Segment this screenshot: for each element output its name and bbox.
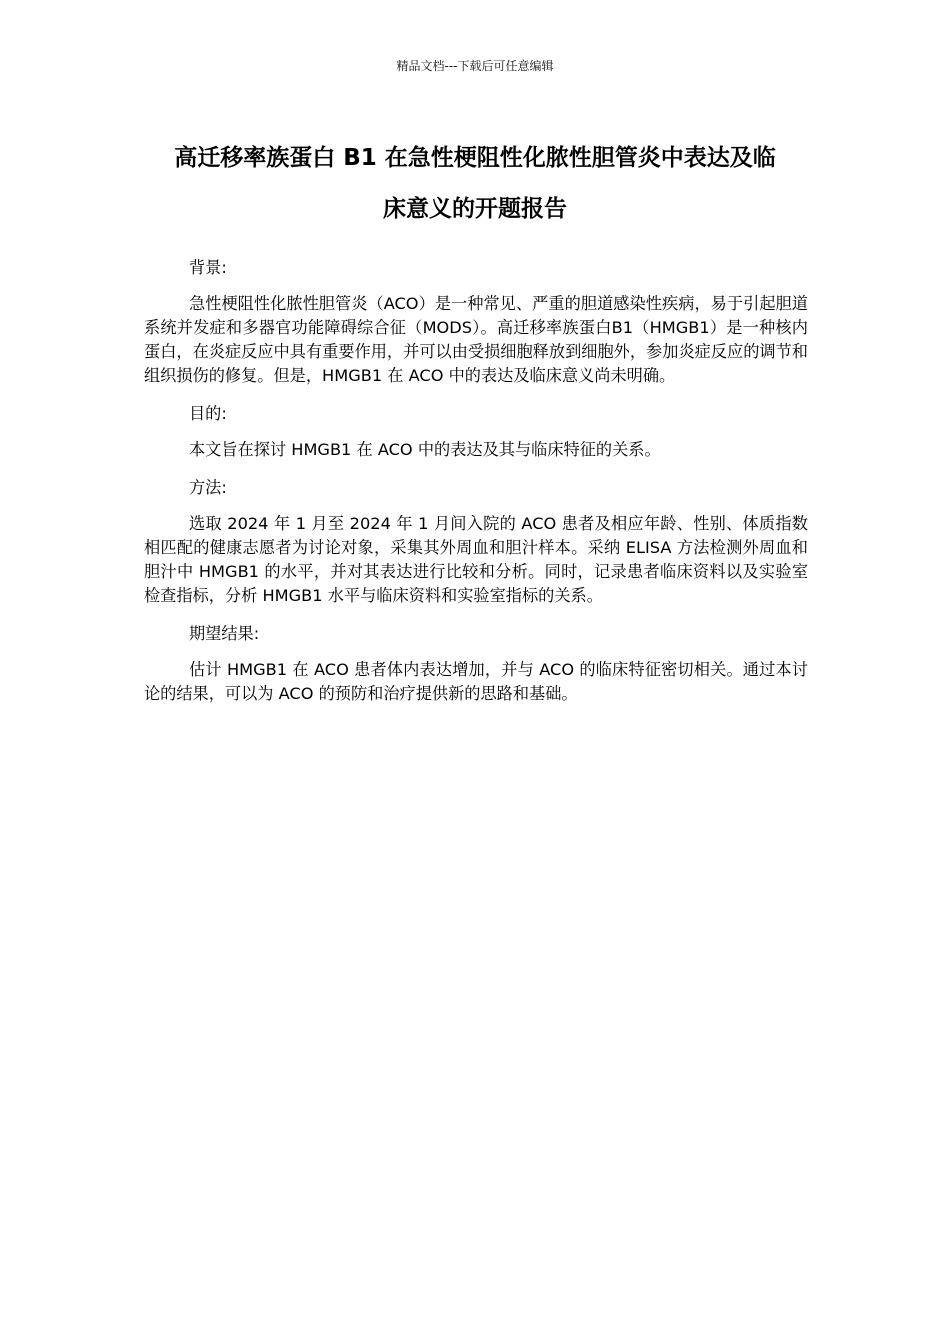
section-heading-background: 背景: bbox=[189, 258, 227, 277]
section-body-expected-results: 估计 HMGB1 在 ACO 患者体内表达增加，并与 ACO 的临床特征密切相关。通过本讨论的结果，可以为 ACO 的预防和治疗提供新的思路和基础。 bbox=[144, 660, 808, 703]
section-body-methods: 选取 2024 年 1 月至 2024 年 1 月间入院的 ACO 患者及相应年龄、性别、体质指数相匹配的健康志愿者为讨论对象，采集其外周血和胆汁样本。采纳 ELISA 方法检测外周血和胆汁中 HMGB1 的水平，并对其表达进行比较和分析。同时，记录患者临床资料以及实验室检查指标，分析 HMGB1 水平与临床资料和实验室指标的关系。 bbox=[144, 514, 808, 605]
section-heading-objective: 目的: bbox=[189, 404, 227, 423]
title-line-2: 床意义的开题报告 bbox=[383, 196, 567, 222]
section-body-objective: 本文旨在探讨 HMGB1 在 ACO 中的表达及其与临床特征的关系。 bbox=[189, 440, 661, 459]
section-heading-methods: 方法: bbox=[189, 478, 227, 497]
section-body-background: 急性梗阻性化脓性胆管炎（ACO）是一种常见、严重的胆道感染性疾病，易于引起胆道系统并发症和多器官功能障碍综合征（MODS）。高迁移率族蛋白B1（HMGB1）是一种核内蛋白，在炎症反应中具有重要作用，并可以由受损细胞释放到细胞外，参加炎症反应的调节和组织损伤的修复。但是，HMGB1 在 ACO 中的表达及临床意义尚未明确。 bbox=[144, 294, 808, 385]
page-header-note: 精品文档---下载后可任意编辑 bbox=[396, 59, 554, 73]
section-heading-expected-results: 期望结果: bbox=[189, 624, 260, 643]
title-line-1: 高迁移率族蛋白 B1 在急性梗阻性化脓性胆管炎中表达及临 bbox=[174, 145, 776, 171]
document-body bbox=[144, 256, 808, 720]
document-title bbox=[140, 133, 810, 235]
